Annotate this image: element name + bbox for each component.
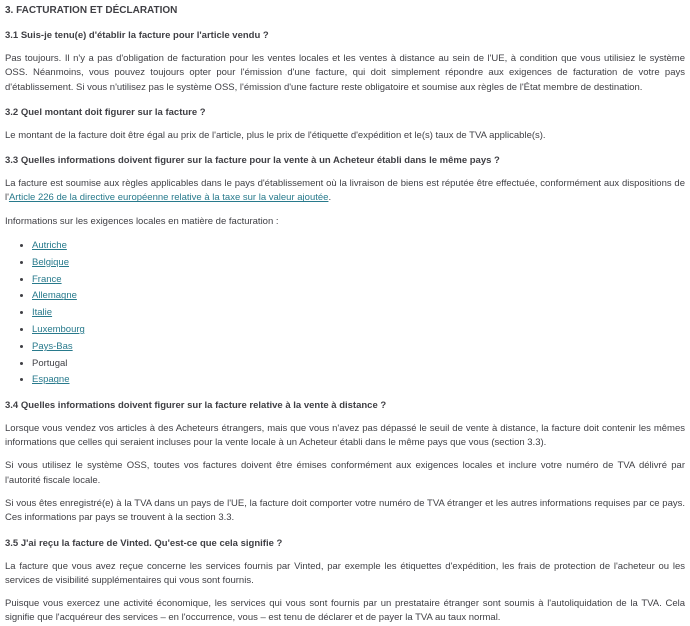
question-3-1: 3.1 Suis-je tenu(e) d'établir la facture pour l'article vendu ? [5, 30, 269, 41]
country-item-portugal: Portugal [32, 357, 68, 369]
faq-section-title: 3. FACTURATION ET DÉCLARATION [5, 5, 178, 16]
answer-3-2-paragraph: Le montant de la facture doit être égal au prix de l'article, plus le prix de l'étiquette d'expédition et le(s) taux de TVA applicable(s). [5, 129, 546, 141]
country-link-belgique[interactable]: Belgique [32, 256, 69, 268]
country-list [5, 238, 685, 388]
answer-3-1-paragraph: Pas toujours. Il n'y a pas d'obligation de facturation pour les ventes locales et les ventes à distance au sein de l'UE, à condition que vous utilisiez le système OSS. Néanmoins, vous pouvez toujours opter pour l'émission d'une facture, qui doit simplement répondre aux exigences de facturation de votre pays d'établissement. Si vous n'utilisez pas le système OSS, l'émission d'une facture reste obligatoire et soumise aux règles de l'État membre de destination. [5, 53, 685, 93]
country-link-luxembourg[interactable]: Luxembourg [32, 324, 85, 336]
country-list-item [32, 255, 685, 270]
local-requirements-intro: Informations sur les exigences locales en matière de facturation : [5, 215, 279, 227]
country-link-italie[interactable]: Italie [32, 307, 53, 319]
country-list-item [32, 339, 685, 354]
answer-3-3-paragraph [5, 177, 685, 206]
article-226-directive-link[interactable]: Article 226 de la directive européenne relative à la taxe sur la valeur ajoutée [8, 192, 329, 204]
country-link-allemagne[interactable]: Allemagne [32, 290, 77, 302]
question-3-2: 3.2 Quel montant doit figurer sur la facture ? [5, 106, 206, 118]
country-list-item [32, 305, 685, 320]
answer-3-5-paragraph-1: La facture que vous avez reçue concerne les services fournis par Vinted, par exemple les étiquettes d'expédition, les frais de protection de l'acheteur ou les services de visibilité supplémentaires qui vous sont fournis. [5, 560, 685, 586]
country-list-item [32, 356, 685, 371]
question-3-5: 3.5 J'ai reçu la facture de Vinted. Qu'est-ce que cela signifie ? [5, 537, 283, 549]
answer-3-5-paragraph-2: Puisque vous exercez une activité économique, les services qui vous sont fournis par un prestataire étranger sont soumis à l'autoliquidation de la TVA. Cela signifie que l'acquéreur des services – en l'occurrence, vous – est tenu de déclarer et de payer la TVA au taux normal. [5, 598, 685, 624]
country-link-pays-bas[interactable]: Pays-Bas [32, 340, 73, 352]
country-link-autriche[interactable]: Autriche [32, 240, 67, 252]
country-list-item [32, 288, 685, 303]
country-list-item [32, 272, 685, 287]
answer-3-4-paragraph-2: Si vous utilisez le système OSS, toutes vos factures doivent être émises conformément aux exigences locales et inclure votre numéro de TVA délivré par l'autorité fiscale locale. [5, 460, 685, 486]
country-list-item [32, 372, 685, 387]
answer-3-3-text-before-link: La facture est soumise aux règles applicables dans le pays d'établissement où la livraison de biens est réputée être effectuée, conformément aux dispositions de l' [5, 178, 685, 204]
answer-3-4-paragraph-3: Si vous êtes enregistré(e) à la TVA dans un pays de l'UE, la facture doit comporter votre numéro de TVA étranger et les autres informations requises par ce pays. Ces informations par pays se trouvent à la section 3.3. [5, 497, 685, 524]
question-3-4: 3.4 Quelles informations doivent figurer sur la facture relative à la vente à distance ? [5, 399, 387, 411]
answer-3-4-paragraph-1: Lorsque vous vendez vos articles à des Acheteurs étrangers, mais que vous n'avez pas dépassé le seuil de vente à distance, la facture doit contenir les mêmes informations que celles qui seraient incluses pour la vente locale à un Acheteur établi dans le même pays que vous (section 3.3). [5, 422, 685, 449]
question-3-3: 3.3 Quelles informations doivent figurer sur la facture pour la vente à un Acheteur établi dans le même pays ? [5, 155, 500, 167]
country-link-espagne[interactable]: Espagne [32, 374, 70, 386]
country-list-item [32, 322, 685, 337]
answer-3-3-text-after-link: . [328, 192, 332, 204]
country-list-item [32, 238, 685, 253]
country-link-france[interactable]: France [32, 273, 62, 285]
